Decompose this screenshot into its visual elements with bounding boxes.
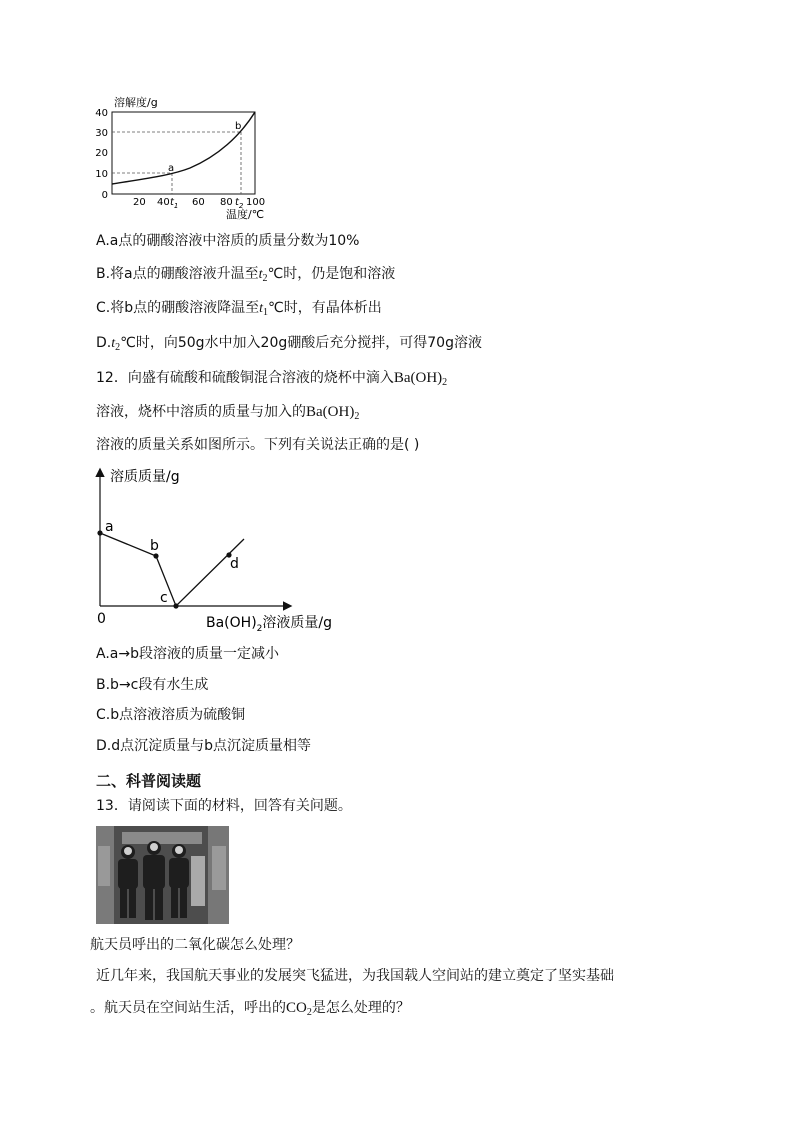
- q12-stem-text: 12．向盛有硫酸和硫酸铜混合溶液的烧杯中滴入: [96, 370, 394, 386]
- q11-option-d-sub: 2: [115, 342, 121, 353]
- q12-stem-line1: [96, 368, 447, 393]
- q11-option-d-text: D.: [96, 335, 112, 351]
- q12-formula-2: Ba(OH): [306, 404, 355, 420]
- q12-formula: Ba(OH): [393, 370, 443, 386]
- co2-formula-sub: 2: [306, 1007, 312, 1018]
- q11-option-c: [96, 298, 382, 323]
- solute-y-label: 溶质质量/g: [110, 469, 180, 485]
- q11-option-d-temp: t: [111, 336, 116, 351]
- q12-option-c: C.b点溶液溶质为硫酸铜: [96, 707, 246, 723]
- label-b: b: [150, 538, 159, 554]
- q11-option-c-rest: ℃时，有晶体析出: [268, 300, 382, 316]
- co2-formula: CO: [286, 1000, 307, 1016]
- point-b-label: b: [235, 121, 242, 132]
- plot-frame: [112, 112, 255, 194]
- solute-x-label: $Ba(OH)_2$溶液质量/g: [206, 615, 332, 634]
- q11-option-b-sub: 2: [262, 273, 268, 284]
- article-paragraph-line2: [90, 998, 410, 1023]
- solubility-chart: [90, 92, 280, 224]
- point-a: [97, 530, 102, 535]
- q11-option-d-rest: ℃时，向50g水中加入20g硼酸后充分搅拌，可得70g溶液: [120, 335, 482, 351]
- q12-stem-line2: [96, 402, 359, 427]
- point-c: [173, 603, 178, 608]
- article-paragraph-text: 。航天员在空间站生活，呼出的: [90, 1000, 286, 1016]
- q11-option-d: [96, 333, 482, 358]
- q11-option-b-temp: t: [258, 267, 263, 282]
- x-tick-t2: $t_2$: [235, 197, 244, 210]
- x-tick-t1: $t_1$: [170, 197, 179, 210]
- label-c: c: [160, 590, 168, 606]
- point-a-label: a: [168, 163, 175, 174]
- y-tick-10: 10: [95, 169, 108, 180]
- article-subtitle: 航天员呼出的二氧化碳怎么处理？: [90, 937, 300, 953]
- q11-option-c-sub: 1: [263, 307, 269, 318]
- q12-option-d: D.d点沉淀质量与b点沉淀质量相等: [96, 738, 312, 754]
- q13-stem: 13．请阅读下面的材料，回答有关问题。: [96, 798, 352, 814]
- label-a: a: [105, 519, 114, 535]
- label-d: d: [230, 556, 239, 572]
- x-tick-40: 40: [157, 197, 170, 208]
- q11-option-b: [96, 264, 395, 289]
- solute-mass-line: [100, 533, 244, 606]
- q11-option-b-text: B.将a点的硼酸溶液升温至: [96, 266, 259, 282]
- section-heading: 二、科普阅读题: [96, 772, 202, 790]
- y-tick-labels: [95, 108, 108, 201]
- y-tick-30: 30: [95, 128, 108, 139]
- q12-stem-text-2: 溶液，烧杯中溶质的质量与加入的: [96, 404, 306, 420]
- q11-option-c-text: C.将b点的硼酸溶液降温至: [96, 300, 260, 316]
- x-tick-60: 60: [192, 197, 205, 208]
- q12-formula-sub: 2: [442, 377, 448, 388]
- astronauts-photo: [96, 826, 229, 924]
- q11-option-a: A.a点的硼酸溶液中溶质的质量分数为10%: [96, 233, 360, 249]
- origin-label: 0: [97, 611, 106, 627]
- q11-option-b-rest: ℃时，仍是饱和溶液: [267, 266, 396, 282]
- astronauts-photo-drawing: [96, 826, 229, 924]
- q12-option-a: A.a→b段溶液的质量一定减小: [96, 646, 279, 662]
- solubility-x-label: 温度/℃: [226, 208, 265, 221]
- article-paragraph-rest: 是怎么处理的？: [311, 1000, 410, 1016]
- article-paragraph-line1: 近几年来，我国航天事业的发展突飞猛进，为我国载人空间站的建立奠定了坚实基础: [96, 968, 614, 984]
- q12-stem-line3: 溶液的质量关系如图所示。下列有关说法正确的是( ): [96, 437, 420, 453]
- x-tick-100: 100: [246, 197, 266, 208]
- q12-formula-sub-2: 2: [354, 411, 360, 422]
- solute-mass-chart: [92, 466, 362, 636]
- q12-option-b: B.b→c段有水生成: [96, 677, 209, 693]
- y-tick-40: 40: [95, 108, 108, 119]
- solubility-y-label: 溶解度/g: [114, 96, 158, 109]
- x-tick-80: 80: [220, 197, 233, 208]
- y-tick-20: 20: [95, 148, 108, 159]
- point-b: [153, 553, 158, 558]
- q11-option-c-temp: t: [259, 301, 264, 316]
- x-tick-20: 20: [133, 197, 146, 208]
- y-tick-0: 0: [101, 190, 108, 201]
